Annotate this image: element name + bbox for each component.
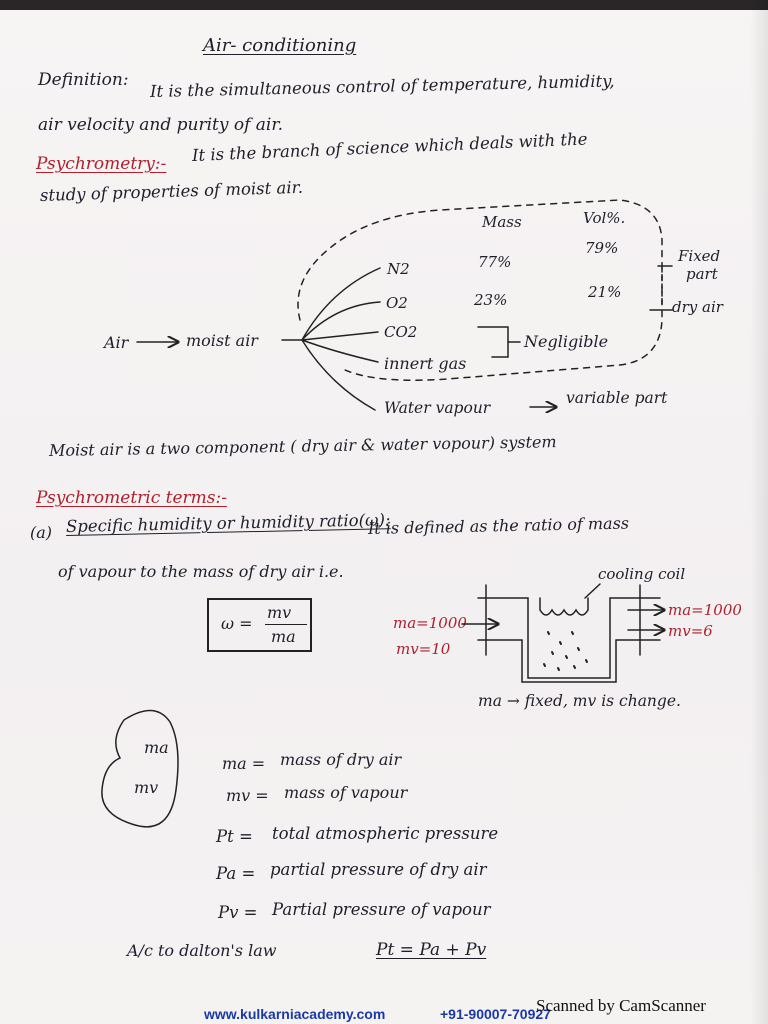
ma-out-label: ma=1000 [668, 601, 742, 619]
coil-note: ma → fixed, mv is change. [478, 692, 681, 710]
fraction-bar [265, 624, 307, 625]
dry-air-label: dry air [672, 298, 723, 316]
item-a-line-1: It is defined as the ratio of mass [367, 513, 630, 538]
def-ma-text: mass of dry air [280, 750, 402, 769]
mv-in-label: mv=10 [396, 640, 451, 658]
moist-air-label: moist air [186, 331, 258, 350]
item-a-title: Specific humidity or humidity ratio(ω): [65, 510, 391, 536]
blob-mv-label: mv [134, 778, 159, 797]
psychrometric-terms-heading: Psychrometric terms:- [36, 488, 227, 508]
col-vol-header: Vol%. [583, 209, 626, 227]
fixed-part-label-2: part [686, 265, 718, 283]
pt-text: total atmospheric pressure [272, 824, 499, 843]
cooling-coil-label: cooling coil [598, 565, 686, 583]
branch-co2 [302, 332, 378, 340]
o2-mass: 23% [474, 291, 508, 309]
item-a-label: (a) [30, 523, 53, 542]
o2-label: O2 [386, 294, 408, 312]
fixed-part-label-1: Fixed [678, 247, 721, 265]
pt-symbol: Pt = [216, 827, 253, 846]
branch-water [302, 340, 375, 410]
page-shade [750, 0, 768, 1024]
condensate-drops [544, 632, 587, 670]
pa-symbol: Pa = [216, 864, 256, 883]
co2-label: CO2 [384, 323, 418, 341]
negligible-label: Negligible [524, 332, 609, 351]
definition-line-2: air velocity and purity of air. [38, 115, 284, 135]
ma-in-label: ma=1000 [393, 614, 467, 632]
formula-denominator: ma [271, 627, 296, 646]
footer-website: www.kulkarniacademy.com [204, 1006, 386, 1022]
psychrometry-heading: Psychrometry:- [36, 154, 167, 174]
air-root-label: Air [104, 333, 129, 352]
camscanner-watermark: Scanned by CamScanner [536, 996, 706, 1015]
water-vapour-label: Water vapour [384, 399, 491, 417]
pv-text: Partial pressure of vapour [272, 900, 491, 919]
n2-mass: 77% [478, 253, 512, 271]
duct-top-outline [478, 598, 660, 678]
formula-lhs: ω = [221, 614, 253, 633]
mixture-blob [102, 710, 178, 826]
formula-box [207, 598, 312, 652]
page-title: Air- conditioning [203, 35, 357, 56]
o2-vol: 21% [588, 283, 622, 301]
n2-label: N2 [387, 260, 410, 278]
definition-line-1: It is the simultaneous control of temperature, humidity, [149, 71, 615, 101]
formula-numerator: mv [267, 603, 292, 622]
dalton-equation: Pt = Pa + Pv [376, 940, 487, 960]
two-component-line: Moist air is a two component ( dry air & water vopour) system [48, 432, 557, 460]
psychrometry-line-2: study of properties of moist air. [39, 177, 304, 205]
coil-leader-line [585, 584, 600, 598]
def-mv-text: mass of vapour [284, 783, 408, 802]
n2-vol: 79% [585, 239, 619, 257]
variable-part-label: variable part [566, 389, 668, 407]
dalton-label: A/c to dalton's law [127, 941, 277, 960]
blob-ma-label: ma [144, 738, 169, 757]
negligible-bracket [478, 327, 508, 357]
cooling-coil-loops [540, 598, 588, 615]
mv-out-label: mv=6 [668, 622, 713, 640]
scan-edge [0, 0, 768, 10]
pv-symbol: Pv = [218, 903, 258, 922]
def-ma-symbol: ma = [222, 754, 266, 773]
branch-inert [302, 340, 378, 362]
pa-text: partial pressure of dry air [270, 860, 487, 879]
psychrometry-line-1: It is the branch of science which deals with the [191, 129, 588, 165]
definition-label: Definition: [38, 70, 129, 90]
footer-phone: +91-90007-70927 [440, 1006, 551, 1022]
col-mass-header: Mass [482, 213, 522, 231]
inert-gas-label: innert gas [384, 354, 467, 373]
branch-o2 [302, 302, 380, 340]
item-a-line-2: of vapour to the mass of dry air i.e. [58, 562, 344, 581]
def-mv-symbol: mv = [226, 786, 269, 805]
duct-sump [522, 640, 616, 682]
branch-n2 [302, 268, 380, 340]
